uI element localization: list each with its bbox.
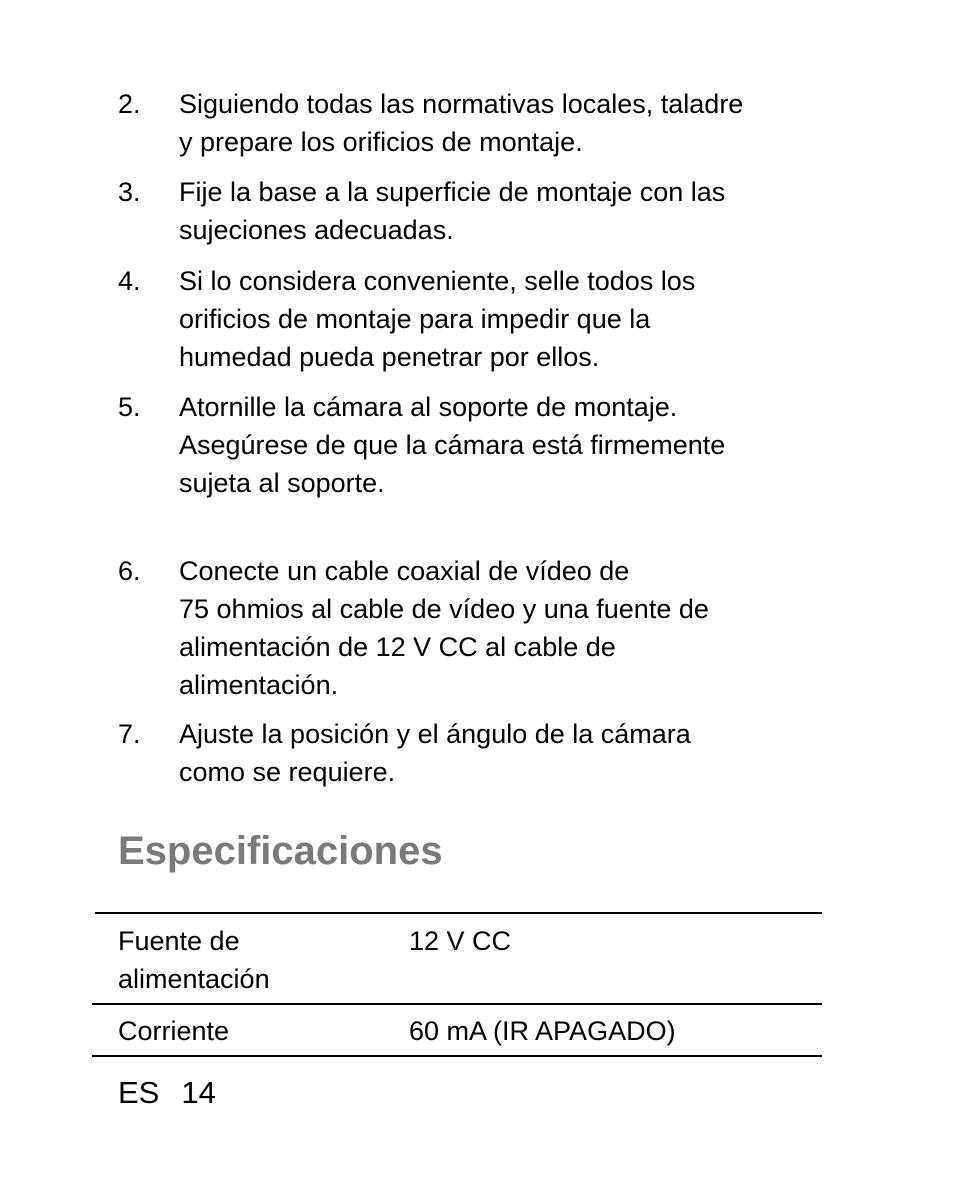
spec-label-line: alimentación (118, 964, 270, 994)
step-text (179, 388, 819, 502)
step-text-line: alimentación. (179, 670, 339, 700)
table-row-divider (92, 1003, 822, 1005)
step-text-line: alimentación de 12 V CC al cable de (179, 632, 616, 662)
step-number: 3. (118, 177, 141, 207)
step-number: 7. (118, 719, 141, 749)
table-top-rule (95, 912, 822, 914)
footer-language: ES (118, 1075, 160, 1110)
step-text-line: Ajuste la posición y el ángulo de la cámara (179, 719, 691, 749)
spec-value: 12 V CC (409, 926, 512, 956)
spec-label (118, 1012, 229, 1050)
step-text-line: sujeta al soporte. (179, 468, 385, 498)
step-number: 4. (118, 266, 141, 296)
step-text-line: Siguiendo todas las normativas locales, taladre (179, 89, 744, 119)
spec-value: 60 mA (IR APAGADO) (409, 1016, 676, 1046)
step-text (179, 85, 819, 161)
table-bottom-rule (92, 1055, 822, 1057)
step-text (179, 262, 819, 376)
step-text (179, 715, 819, 791)
step-text (179, 173, 819, 249)
step-text-line: humedad pueda penetrar por ellos. (179, 342, 600, 372)
spec-label (118, 922, 270, 998)
step-text-line: Fije la base a la superficie de montaje con las (179, 177, 726, 207)
step-text-line: Asegúrese de que la cámara está firmemente (179, 430, 726, 460)
step-text (179, 552, 819, 704)
step-text-line: orificios de montaje para impedir que la (179, 304, 651, 334)
step-text-line: como se requiere. (179, 757, 396, 787)
page-footer (118, 1073, 216, 1113)
step-text-line: Atornille la cámara al soporte de montaje. (179, 392, 678, 422)
step-text-line: sujeciones adecuadas. (179, 215, 454, 245)
footer-page-number: 14 (181, 1075, 216, 1110)
step-text-line: y prepare los orificios de montaje. (179, 127, 583, 157)
step-text-line: 75 ohmios al cable de vídeo y una fuente de (179, 594, 709, 624)
step-number: 2. (118, 89, 141, 119)
spec-label-line: Corriente (118, 1016, 230, 1046)
step-number: 6. (118, 556, 141, 586)
step-text-line: Conecte un cable coaxial de vídeo de (179, 556, 630, 586)
spec-label-line: Fuente de (118, 926, 240, 956)
step-number: 5. (118, 392, 141, 422)
step-text-line: Si lo considera conveniente, selle todos los (179, 266, 696, 296)
section-heading: Especificaciones (118, 829, 443, 873)
